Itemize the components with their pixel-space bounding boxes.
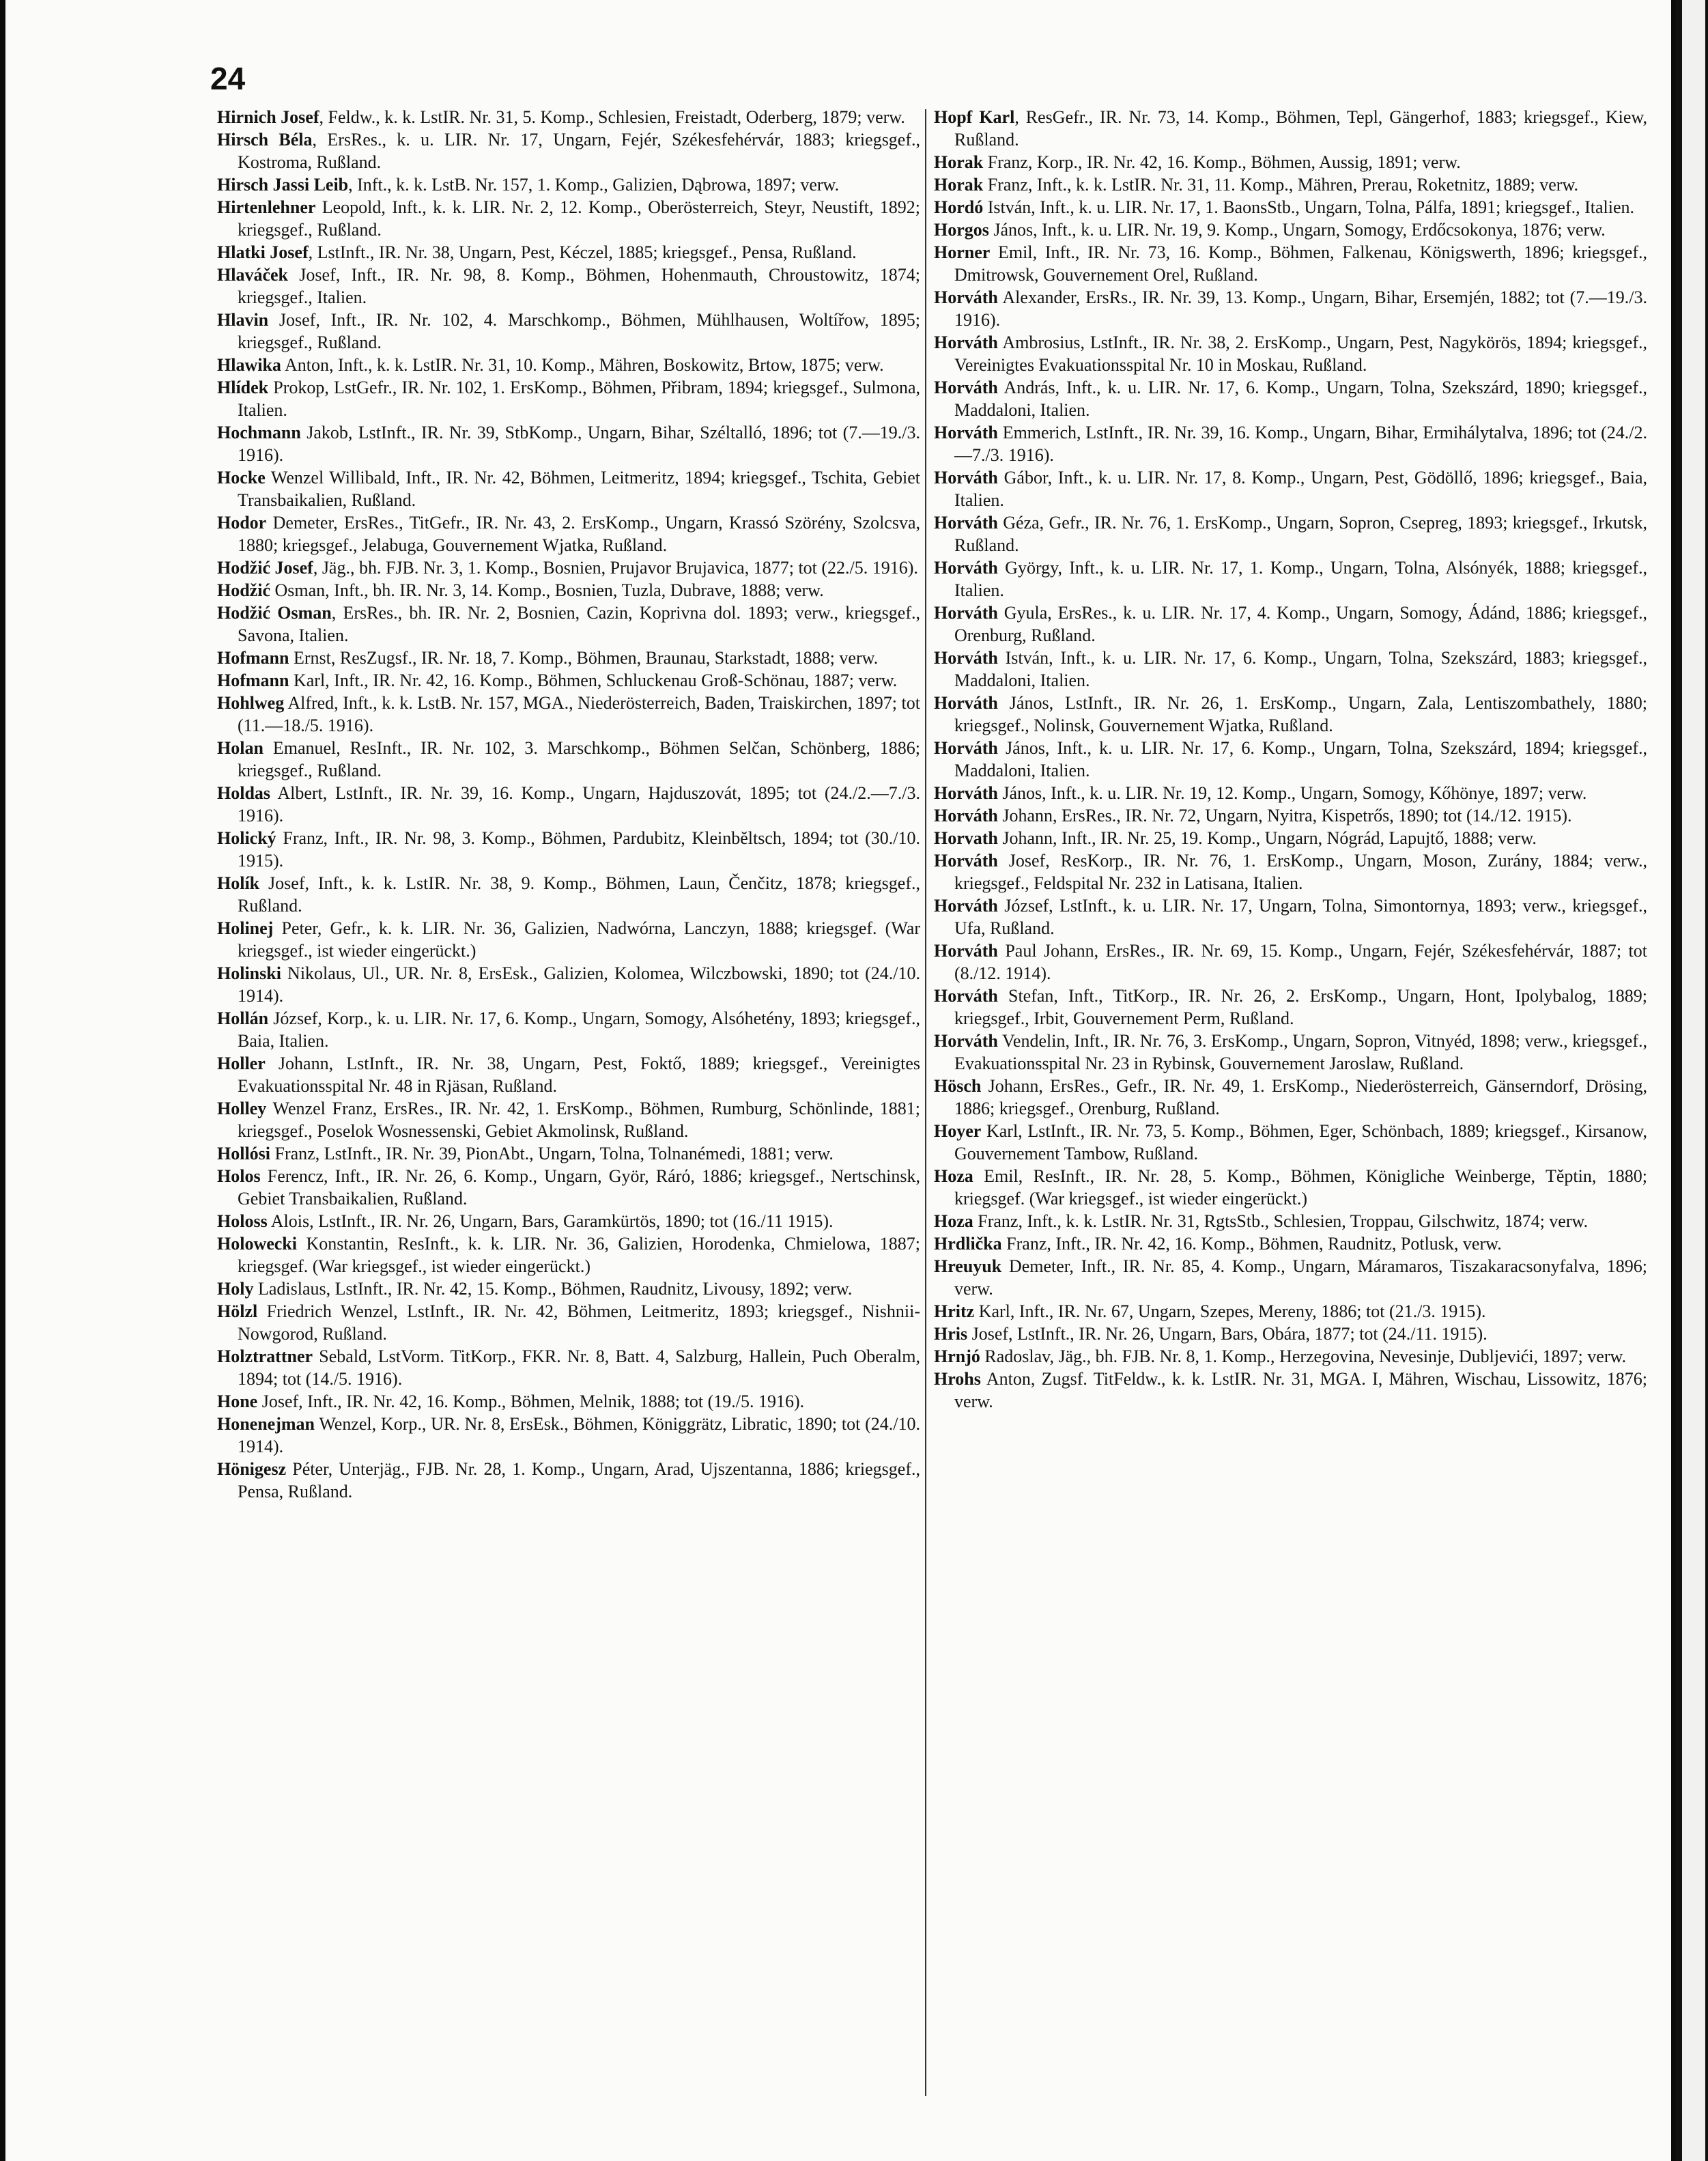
entry-surname: Hönigesz — [217, 1459, 287, 1479]
list-entry — [934, 331, 1647, 376]
entry-surname: Hodžić — [217, 580, 270, 600]
list-entry — [217, 128, 920, 173]
entry-details: Ambrosius, LstInft., IR. Nr. 38, 2. ErsKomp., Ungarn, Pest, Nagykörös, 1894; kriegsgef., Vereinigtes Evakuationsspital Nr. 10 in Moskau, Rußland. — [954, 333, 1647, 375]
entry-surname: Horváth — [934, 941, 998, 961]
list-entry — [934, 173, 1647, 196]
entry-surname: Holinski — [217, 963, 281, 983]
list-entry — [217, 1300, 920, 1345]
entry-surname: Hollán — [217, 1008, 269, 1028]
entry-surname: Horváth — [934, 806, 998, 825]
list-entry — [217, 669, 920, 692]
list-entry — [934, 692, 1647, 737]
entry-details: Peter, Gefr., k. k. LIR. Nr. 36, Galizien, Nadwórna, Lanczyn, 1888; kriegsgef. (War kriegsgef., ist wieder eingerückt.) — [238, 918, 920, 961]
list-entry — [934, 782, 1647, 804]
entry-details: József, Korp., k. u. LIR. Nr. 17, 6. Komp., Ungarn, Somogy, Alsóhetény, 1893; kriegsgef., Baia, Italien. — [238, 1008, 920, 1051]
list-entry — [934, 1255, 1647, 1300]
entry-surname: Holdas — [217, 783, 271, 803]
entry-surname: Horak — [934, 152, 984, 172]
entry-surname: Hodžić Josef — [217, 558, 313, 578]
entry-surname: Hösch — [934, 1076, 982, 1096]
entry-surname: Hlavin — [217, 310, 269, 330]
list-entry — [934, 1345, 1647, 1368]
list-entry — [934, 1075, 1647, 1120]
list-entry — [934, 556, 1647, 602]
entry-details: József, LstInft., k. u. LIR. Nr. 17, Ungarn, Tolna, Simontornya, 1893; verw., kriegsgef., Ufa, Rußland. — [954, 896, 1647, 938]
entry-details: Stefan, Inft., TitKorp., IR. Nr. 26, 2. ErsKomp., Ungarn, Hont, Ipolybalog, 1889; kriegsgef., Irbit, Gouvernement Perm, Rußland. — [954, 986, 1647, 1028]
entry-details: Konstantin, ResInft., k. k. LIR. Nr. 36, Galizien, Horodenka, Chmielowa, 1887; kriegsgef. (War kriegsgef., ist wieder eingerückt.) — [238, 1234, 920, 1276]
entry-details: Josef, Inft., k. k. LstIR. Nr. 38, 9. Komp., Böhmen, Laun, Čenčitz, 1878; kriegsgef., Rußland. — [238, 873, 920, 916]
entry-surname: Holoss — [217, 1211, 268, 1231]
list-entry — [217, 354, 920, 376]
entry-details: Leopold, Inft., k. k. LIR. Nr. 2, 12. Komp., Oberösterreich, Steyr, Neustift, 1892; kriegsgef., Rußland. — [238, 197, 920, 240]
list-entry — [217, 241, 920, 264]
entry-surname: Hirtenlehner — [217, 197, 316, 217]
entry-surname: Holowecki — [217, 1234, 297, 1254]
entry-surname: Holley — [217, 1099, 267, 1118]
entry-surname: Horváth — [934, 468, 998, 488]
entry-surname: Horváth — [934, 738, 998, 758]
entry-details: Alois, LstInft., IR. Nr. 26, Ungarn, Bars, Garamkürtös, 1890; tot (16./11 1915). — [267, 1211, 834, 1231]
entry-surname: Holinej — [217, 918, 274, 938]
page-number: 24 — [210, 61, 246, 96]
entry-details: , LstInft., IR. Nr. 38, Ungarn, Pest, Kéczel, 1885; kriegsgef., Pensa, Rußland. — [308, 242, 857, 262]
entry-details: Ernst, ResZugsf., IR. Nr. 18, 7. Komp., Böhmen, Braunau, Starkstadt, 1888; verw. — [289, 648, 879, 668]
entry-details: , Inft., k. k. LstB. Nr. 157, 1. Komp., Galizien, Dąbrowa, 1897; verw. — [348, 175, 840, 195]
entry-surname: Hollósi — [217, 1144, 271, 1163]
list-entry — [934, 647, 1647, 692]
entry-details: István, Inft., k. u. LIR. Nr. 17, 1. BaonsStb., Ungarn, Tolna, Pálfa, 1891; kriegsgef., Italien. — [983, 197, 1635, 217]
entry-surname: Hoza — [934, 1211, 973, 1231]
entry-details: Radoslav, Jäg., bh. FJB. Nr. 8, 1. Komp., Herzegovina, Nevesinje, Dubljevići, 1897; verw. — [980, 1346, 1627, 1366]
list-entry — [217, 1097, 920, 1142]
list-entry — [217, 511, 920, 556]
entry-surname: Horváth — [934, 896, 998, 916]
list-entry — [217, 962, 920, 1007]
entry-details: Josef, Inft., IR. Nr. 42, 16. Komp., Böhmen, Melnik, 1888; tot (19./5. 1916). — [257, 1392, 805, 1411]
list-entry — [934, 602, 1647, 647]
list-entry — [217, 173, 920, 196]
entry-details: Jakob, LstInft., IR. Nr. 39, StbKomp., Ungarn, Bihar, Széltalló, 1896; tot (7.—19./3. 1916). — [238, 423, 920, 465]
entry-surname: Hlawika — [217, 355, 281, 375]
entry-details: Gyula, ErsRes., k. u. LIR. Nr. 17, 4. Komp., Ungarn, Somogy, Ádánd, 1886; kriegsgef., Orenburg, Rußland. — [954, 603, 1647, 645]
entry-surname: Hoyer — [934, 1121, 982, 1141]
list-entry — [934, 218, 1647, 241]
entry-details: Johann, Inft., IR. Nr. 25, 19. Komp., Ungarn, Nógrád, Lapujtő, 1888; verw. — [997, 828, 1537, 848]
entry-surname: Hirnich Josef — [217, 107, 319, 127]
list-entry — [217, 1458, 920, 1503]
list-entry — [934, 849, 1647, 894]
entry-details: Gábor, Inft., k. u. LIR. Nr. 17, 8. Komp., Ungarn, Pest, Gödöllő, 1896; kriegsgef., Baia, Italien. — [954, 468, 1647, 510]
entry-details: Albert, LstInft., IR. Nr. 39, 16. Komp., Ungarn, Hajduszovát, 1895; tot (24./2.—7./3. 1916). — [238, 783, 920, 825]
list-entry — [217, 466, 920, 511]
entry-surname: Horváth — [934, 423, 998, 442]
entry-details: Friedrich Wenzel, LstInft., IR. Nr. 42, Böhmen, Leitmeritz, 1893; kriegsgef., Nishnii-Nowgorod, Rußland. — [238, 1301, 920, 1344]
entry-details: , ErsRes., k. u. LIR. Nr. 17, Ungarn, Fejér, Székesfehérvár, 1883; kriegsgef., Kostroma, Rußland. — [238, 130, 920, 172]
entry-surname: Holík — [217, 873, 260, 893]
entry-details: János, LstInft., IR. Nr. 26, 1. ErsKomp., Ungarn, Zala, Lentiszombathely, 1880; kriegsgef., Nolinsk, Gouvernement Wjatka, Rußland. — [954, 693, 1647, 735]
entry-details: János, Inft., k. u. LIR. Nr. 19, 12. Komp., Ungarn, Somogy, Kőhönye, 1897; verw. — [997, 783, 1587, 803]
entry-surname: Hölzl — [217, 1301, 258, 1321]
entry-surname: Hris — [934, 1324, 968, 1344]
entry-details: Osman, Inft., bh. IR. Nr. 3, 14. Komp., Bosnien, Tuzla, Dubrave, 1888; verw. — [270, 580, 824, 600]
list-entry — [217, 1052, 920, 1097]
entry-surname: Hrdlička — [934, 1234, 1002, 1254]
entry-details: Nikolaus, Ul., UR. Nr. 8, ErsEsk., Galizien, Kolomea, Wilczbowski, 1890; tot (24./10. 1914). — [238, 963, 920, 1006]
entry-details: Alfred, Inft., k. k. LstB. Nr. 157, MGA., Niederösterreich, Baden, Traiskirchen, 1897; tot (11.—18./5. 1916). — [238, 693, 920, 735]
entry-surname: Hofmann — [217, 670, 289, 690]
entry-surname: Hritz — [934, 1301, 975, 1321]
entry-surname: Horváth — [934, 986, 998, 1006]
entry-surname: Horváth — [934, 851, 998, 871]
list-entry — [934, 804, 1647, 827]
list-entry — [217, 872, 920, 917]
entry-details: , ErsRes., bh. IR. Nr. 2, Bosnien, Cazin, Koprivna dol. 1893; verw., kriegsgef., Savona, Italien. — [238, 603, 920, 645]
entry-surname: Holický — [217, 828, 276, 848]
entry-details: Ladislaus, LstInft., IR. Nr. 42, 15. Komp., Böhmen, Raudnitz, Livousy, 1892; verw. — [253, 1279, 853, 1299]
list-entry — [217, 1345, 920, 1390]
scan-edge — [1675, 0, 1708, 2161]
list-entry — [217, 647, 920, 669]
list-entry — [934, 511, 1647, 556]
list-entry — [934, 737, 1647, 782]
entry-details: Anton, Inft., k. k. LstIR. Nr. 31, 10. Komp., Mähren, Boskowitz, Brtow, 1875; verw. — [281, 355, 884, 375]
entry-details: István, Inft., k. u. LIR. Nr. 17, 6. Komp., Ungarn, Tolna, Szekszárd, 1883; kriegsgef., Maddaloni, Italien. — [954, 648, 1647, 690]
left-column — [217, 106, 920, 2134]
entry-surname: Horváth — [934, 333, 998, 352]
entry-surname: Hrnjó — [934, 1346, 980, 1366]
list-entry — [217, 196, 920, 241]
entry-surname: Horgos — [934, 220, 989, 240]
entry-surname: Holos — [217, 1166, 261, 1186]
entry-surname: Holan — [217, 738, 264, 758]
list-entry — [934, 466, 1647, 511]
entry-surname: Horváth — [934, 513, 998, 533]
list-entry — [217, 1390, 920, 1413]
entry-details: Karl, Inft., IR. Nr. 67, Ungarn, Szepes, Mereny, 1886; tot (21./3. 1915). — [974, 1301, 1486, 1321]
entry-details: Josef, LstInft., IR. Nr. 26, Ungarn, Bars, Obára, 1877; tot (24./11. 1915). — [967, 1324, 1488, 1344]
entry-details: Paul Johann, ErsRes., IR. Nr. 69, 15. Komp., Ungarn, Fejér, Székesfehérvár, 1887; tot (8./12. 1914). — [954, 941, 1647, 983]
entry-details: , ResGefr., IR. Nr. 73, 14. Komp., Böhmen, Tepl, Gängerhof, 1883; kriegsgef., Kiew, Rußland. — [954, 107, 1647, 150]
list-entry — [217, 692, 920, 737]
list-entry — [217, 602, 920, 647]
entry-surname: Horvath — [934, 828, 998, 848]
list-entry — [934, 1300, 1647, 1323]
entry-surname: Horváth — [934, 287, 998, 307]
list-entry — [934, 1368, 1647, 1413]
entry-surname: Hlídek — [217, 378, 269, 397]
list-entry — [217, 106, 920, 128]
entry-surname: Hocke — [217, 468, 266, 488]
entry-surname: Hlaváček — [217, 265, 288, 285]
entry-surname: Holy — [217, 1279, 254, 1299]
entry-surname: Holler — [217, 1054, 266, 1073]
entry-details: Alexander, ErsRs., IR. Nr. 39, 13. Komp., Ungarn, Bihar, Ersemjén, 1882; tot (7.—19./3. 1916). — [954, 287, 1647, 330]
list-entry — [934, 1210, 1647, 1232]
entry-surname: Horváth — [934, 1031, 998, 1051]
entry-surname: Hone — [217, 1392, 258, 1411]
entry-surname: Hodžić Osman — [217, 603, 332, 623]
entry-details: Josef, Inft., IR. Nr. 98, 8. Komp., Böhmen, Hohenmauth, Chroustowitz, 1874; kriegsgef., Italien. — [238, 265, 920, 307]
list-entry — [217, 737, 920, 782]
entry-surname: Horváth — [934, 603, 998, 623]
entry-details: , Feldw., k. k. LstIR. Nr. 31, 5. Komp., Schlesien, Freistadt, Oderberg, 1879; verw. — [319, 107, 905, 127]
list-entry — [934, 940, 1647, 985]
entry-surname: Horváth — [934, 783, 998, 803]
entry-surname: Hlatki Josef — [217, 242, 309, 262]
list-entry — [934, 196, 1647, 218]
entry-details: Franz, Korp., IR. Nr. 42, 16. Komp., Böhmen, Aussig, 1891; verw. — [983, 152, 1461, 172]
entry-surname: Horváth — [934, 378, 998, 397]
entry-surname: Horváth — [934, 648, 998, 668]
list-entry — [934, 1165, 1647, 1210]
entry-details: Demeter, ErsRes., TitGefr., IR. Nr. 43, 2. ErsKomp., Ungarn, Krassó Szörény, Szolcsva, 1880; kriegsgef., Jelabuga, Gouvernement Wjatka, Rußland. — [238, 513, 920, 555]
list-entry — [217, 421, 920, 466]
entry-details: Emil, ResInft., IR. Nr. 28, 5. Komp., Böhmen, Königliche Weinberge, Těptin, 1880; kriegsgef. (War kriegsgef., ist wieder eingerückt.) — [954, 1166, 1647, 1209]
list-entry — [934, 151, 1647, 173]
list-entry — [934, 376, 1647, 421]
list-entry — [934, 1030, 1647, 1075]
entry-surname: Hofmann — [217, 648, 289, 668]
entry-surname: Hreuyuk — [934, 1256, 1002, 1276]
document-page — [5, 0, 1671, 2161]
list-entry — [217, 1142, 920, 1165]
entry-details: Johann, ErsRes., Gefr., IR. Nr. 49, 1. ErsKomp., Niederösterreich, Gänserndorf, Drösing, 1886; kriegsgef., Orenburg, Rußland. — [954, 1076, 1647, 1118]
entry-details: Vendelin, Inft., IR. Nr. 76, 3. ErsKomp., Ungarn, Sopron, Vitnyéd, 1898; verw., kriegsgef., Evakuationsspital Nr. 23 in Rybinsk, Gouvernement Jaroslaw, Rußland. — [954, 1031, 1647, 1073]
entry-details: Wenzel Willibald, Inft., IR. Nr. 42, Böhmen, Leitmeritz, 1894; kriegsgef., Tschita, Gebiet Transbaikalien, Rußland. — [238, 468, 920, 510]
entry-surname: Horváth — [934, 693, 998, 713]
entry-details: Ferencz, Inft., IR. Nr. 26, 6. Komp., Ungarn, Györ, Rárό, 1886; kriegsgef., Nertschinsk, Gebiet Transbaikalien, Rußland. — [238, 1166, 920, 1209]
list-entry — [217, 1232, 920, 1277]
entry-surname: Hirsch Jassi Leib — [217, 175, 349, 195]
entry-details: Johann, LstInft., IR. Nr. 38, Ungarn, Pest, Foktő, 1889; kriegsgef., Vereinigtes Evakuationsspital Nr. 48 in Rjäsan, Rußland. — [238, 1054, 920, 1096]
entry-details: Sebald, LstVorm. TitKorp., FKR. Nr. 8, Batt. 4, Salzburg, Hallein, Puch Oberalm, 1894; tot (14./5. 1916). — [238, 1346, 920, 1389]
entry-details: János, Inft., k. u. LIR. Nr. 19, 9. Komp., Ungarn, Somogy, Erdőcsokonya, 1876; verw. — [988, 220, 1606, 240]
list-entry — [217, 917, 920, 962]
list-entry — [217, 376, 920, 421]
entry-details: Emanuel, ResInft., IR. Nr. 102, 3. Marschkomp., Böhmen Selčan, Schönberg, 1886; kriegsgef., Rußland. — [238, 738, 920, 780]
entry-details: Anton, Zugsf. TitFeldw., k. k. LstIR. Nr. 31, MGA. I, Mähren, Wischau, Lissowitz, 1876; verw. — [954, 1369, 1647, 1411]
entry-surname: Hopf Karl — [934, 107, 1015, 127]
entry-details: Wenzel, Korp., UR. Nr. 8, ErsEsk., Böhmen, Königgrätz, Libratic, 1890; tot (24./10. 1914). — [238, 1414, 920, 1456]
entry-surname: Hrohs — [934, 1369, 981, 1389]
list-entry — [934, 286, 1647, 331]
entry-details: András, Inft., k. u. LIR. Nr. 17, 6. Komp., Ungarn, Tolna, Szekszárd, 1890; kriegsgef., Maddaloni, Italien. — [954, 378, 1647, 420]
list-entry — [217, 1007, 920, 1052]
entry-details: , Jäg., bh. FJB. Nr. 3, 1. Komp., Bosnien, Prujavor Brujavica, 1877; tot (22./5. 1916). — [313, 558, 918, 578]
entry-details: Demeter, Inft., IR. Nr. 85, 4. Komp., Ungarn, Máramaros, Tiszakaracsonyfalva, 1896; verw. — [954, 1256, 1647, 1299]
entry-details: János, Inft., k. u. LIR. Nr. 17, 6. Komp., Ungarn, Tolna, Szekszárd, 1894; kriegsgef., Maddaloni, Italien. — [954, 738, 1647, 780]
entry-surname: Horner — [934, 242, 991, 262]
list-entry — [217, 1413, 920, 1458]
entry-details: Franz, LstInft., IR. Nr. 39, PionAbt., Ungarn, Tolna, Tolnanémedi, 1881; verw. — [270, 1144, 834, 1163]
entry-details: Wenzel Franz, ErsRes., IR. Nr. 42, 1. ErsKomp., Böhmen, Rumburg, Schönlinde, 1881; kriegsgef., Poselok Wosnessenski, Gebiet Akmolinsk, Rußland. — [238, 1099, 920, 1141]
entry-details: Karl, LstInft., IR. Nr. 73, 5. Komp., Böhmen, Eger, Schönbach, 1889; kriegsgef., Kirsanow, Gouvernement Tambow, Rußland. — [954, 1121, 1647, 1163]
entry-surname: Hodor — [217, 513, 267, 533]
list-entry — [217, 579, 920, 602]
entry-details: Franz, Inft., IR. Nr. 42, 16. Komp., Böhmen, Raudnitz, Potlusk, verw. — [1001, 1234, 1502, 1254]
entry-surname: Hordó — [934, 197, 984, 217]
entry-surname: Honenejman — [217, 1414, 315, 1434]
list-entry — [934, 421, 1647, 466]
list-entry — [934, 1323, 1647, 1345]
entry-details: György, Inft., k. u. LIR. Nr. 17, 1. Komp., Ungarn, Tolna, Alsónyék, 1888; kriegsgef., Italien. — [954, 558, 1647, 600]
entry-details: Emil, Inft., IR. Nr. 73, 16. Komp., Böhmen, Falkenau, Königswerth, 1896; kriegsgef., Dmitrowsk, Gouvernement Orel, Rußland. — [954, 242, 1647, 285]
entry-details: Géza, Gefr., IR. Nr. 76, 1. ErsKomp., Ungarn, Sopron, Csepreg, 1893; kriegsgef., Irkutsk, Rußland. — [954, 513, 1647, 555]
entry-details: Johann, ErsRes., IR. Nr. 72, Ungarn, Nyitra, Kispetrős, 1890; tot (14./12. 1915). — [997, 806, 1572, 825]
entry-details: Josef, Inft., IR. Nr. 102, 4. Marschkomp., Böhmen, Mühlhausen, Woltířow, 1895; kriegsgef., Rußland. — [238, 310, 920, 352]
entry-surname: Hirsch Béla — [217, 130, 313, 150]
entry-surname: Hohlweg — [217, 693, 285, 713]
list-entry — [217, 1210, 920, 1232]
right-column — [934, 106, 1647, 2134]
list-entry — [934, 985, 1647, 1030]
list-entry — [217, 1165, 920, 1210]
column-divider — [925, 109, 926, 2096]
entry-details: Karl, Inft., IR. Nr. 42, 16. Komp., Böhmen, Schluckenau Groß-Schönau, 1887; verw. — [289, 670, 898, 690]
list-entry — [934, 1120, 1647, 1165]
entry-surname: Horváth — [934, 558, 998, 578]
entry-details: Emmerich, LstInft., IR. Nr. 39, 16. Komp., Ungarn, Bihar, Ermihálytalva, 1896; tot (24./2.—7./3. 1916). — [954, 423, 1647, 465]
entry-surname: Holztrattner — [217, 1346, 313, 1366]
list-entry — [217, 264, 920, 309]
list-entry — [934, 1232, 1647, 1255]
entry-surname: Horak — [934, 175, 984, 195]
entry-details: Franz, Inft., k. k. LstIR. Nr. 31, 11. Komp., Mähren, Prerau, Roketnitz, 1889; verw. — [983, 175, 1579, 195]
entry-details: Franz, Inft., k. k. LstIR. Nr. 31, RgtsStb., Schlesien, Troppau, Gilschwitz, 1874; verw. — [973, 1211, 1589, 1231]
entry-details: Péter, Unterjäg., FJB. Nr. 28, 1. Komp., Ungarn, Arad, Ujszentanna, 1886; kriegsgef., Pensa, Rußland. — [238, 1459, 920, 1501]
list-entry — [934, 894, 1647, 940]
list-entry — [217, 309, 920, 354]
entry-details: Josef, ResKorp., IR. Nr. 76, 1. ErsKomp., Ungarn, Moson, Zurány, 1884; verw., kriegsgef., Feldspital Nr. 232 in Latisana, Italien. — [954, 851, 1647, 893]
list-entry — [217, 782, 920, 827]
entry-surname: Hoza — [934, 1166, 973, 1186]
list-entry — [217, 827, 920, 872]
entry-details: Prokop, LstGefr., IR. Nr. 102, 1. ErsKomp., Böhmen, Přibram, 1894; kriegsgef., Sulmona, Italien. — [238, 378, 920, 420]
list-entry — [934, 241, 1647, 286]
entry-surname: Hochmann — [217, 423, 301, 442]
list-entry — [217, 556, 920, 579]
list-entry — [217, 1277, 920, 1300]
list-entry — [934, 827, 1647, 849]
list-entry — [934, 106, 1647, 151]
entry-details: Franz, Inft., IR. Nr. 98, 3. Komp., Böhmen, Pardubitz, Kleinbĕltsch, 1894; tot (30./10. 1915). — [238, 828, 920, 871]
